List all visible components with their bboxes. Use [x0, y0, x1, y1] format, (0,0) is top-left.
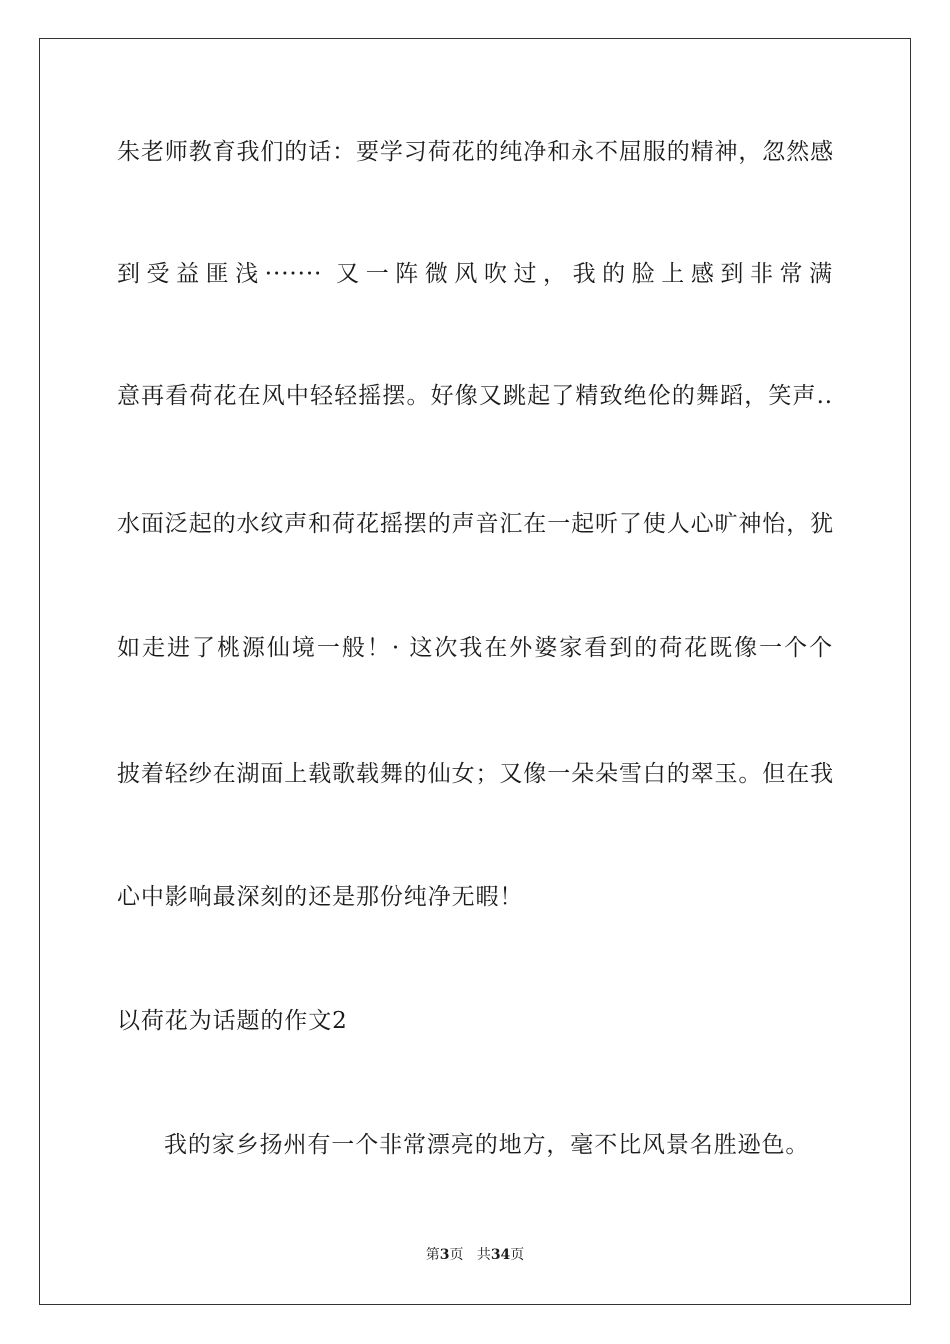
footer-page-number: 3	[439, 1247, 450, 1263]
page-footer	[0, 1245, 950, 1265]
page-border	[39, 38, 911, 1305]
footer-total-prefix: 共	[476, 1247, 491, 1263]
body-line-1: 朱老师教育我们的话：要学习荷花的纯净和永不屈服的精神，忽然感	[117, 139, 834, 165]
section-heading: 以荷花为话题的作文2	[117, 1008, 348, 1034]
body-line-7: 心中影响最深刻的还是那份纯净无暇！	[117, 884, 524, 910]
footer-page-prefix: 第	[425, 1247, 440, 1263]
footer-total-pages: 34	[490, 1247, 511, 1263]
body-line-2: 到受益匪浅······· 又一阵微风吹过，我的脸上感到非常满	[117, 261, 833, 287]
footer-page-suffix: 页	[449, 1247, 464, 1263]
body-line-5: 如走进了桃源仙境一般！· 这次我在外婆家看到的荷花既像一个个	[117, 635, 833, 661]
body-line-4: 水面泛起的水纹声和荷花摇摆的声音汇在一起听了使人心旷神怡，犹	[117, 511, 834, 537]
paragraph-first-line: 我的家乡扬州有一个非常漂亮的地方，毫不比风景名胜逊色。	[164, 1132, 810, 1158]
body-line-6: 披着轻纱在湖面上载歌载舞的仙女；又像一朵朵雪白的翠玉。但在我	[117, 761, 834, 787]
body-line-3: 意再看荷花在风中轻轻摇摆。好像又跳起了精致绝伦的舞蹈，笑声..	[117, 383, 833, 409]
footer-total-suffix: 页	[510, 1247, 525, 1263]
